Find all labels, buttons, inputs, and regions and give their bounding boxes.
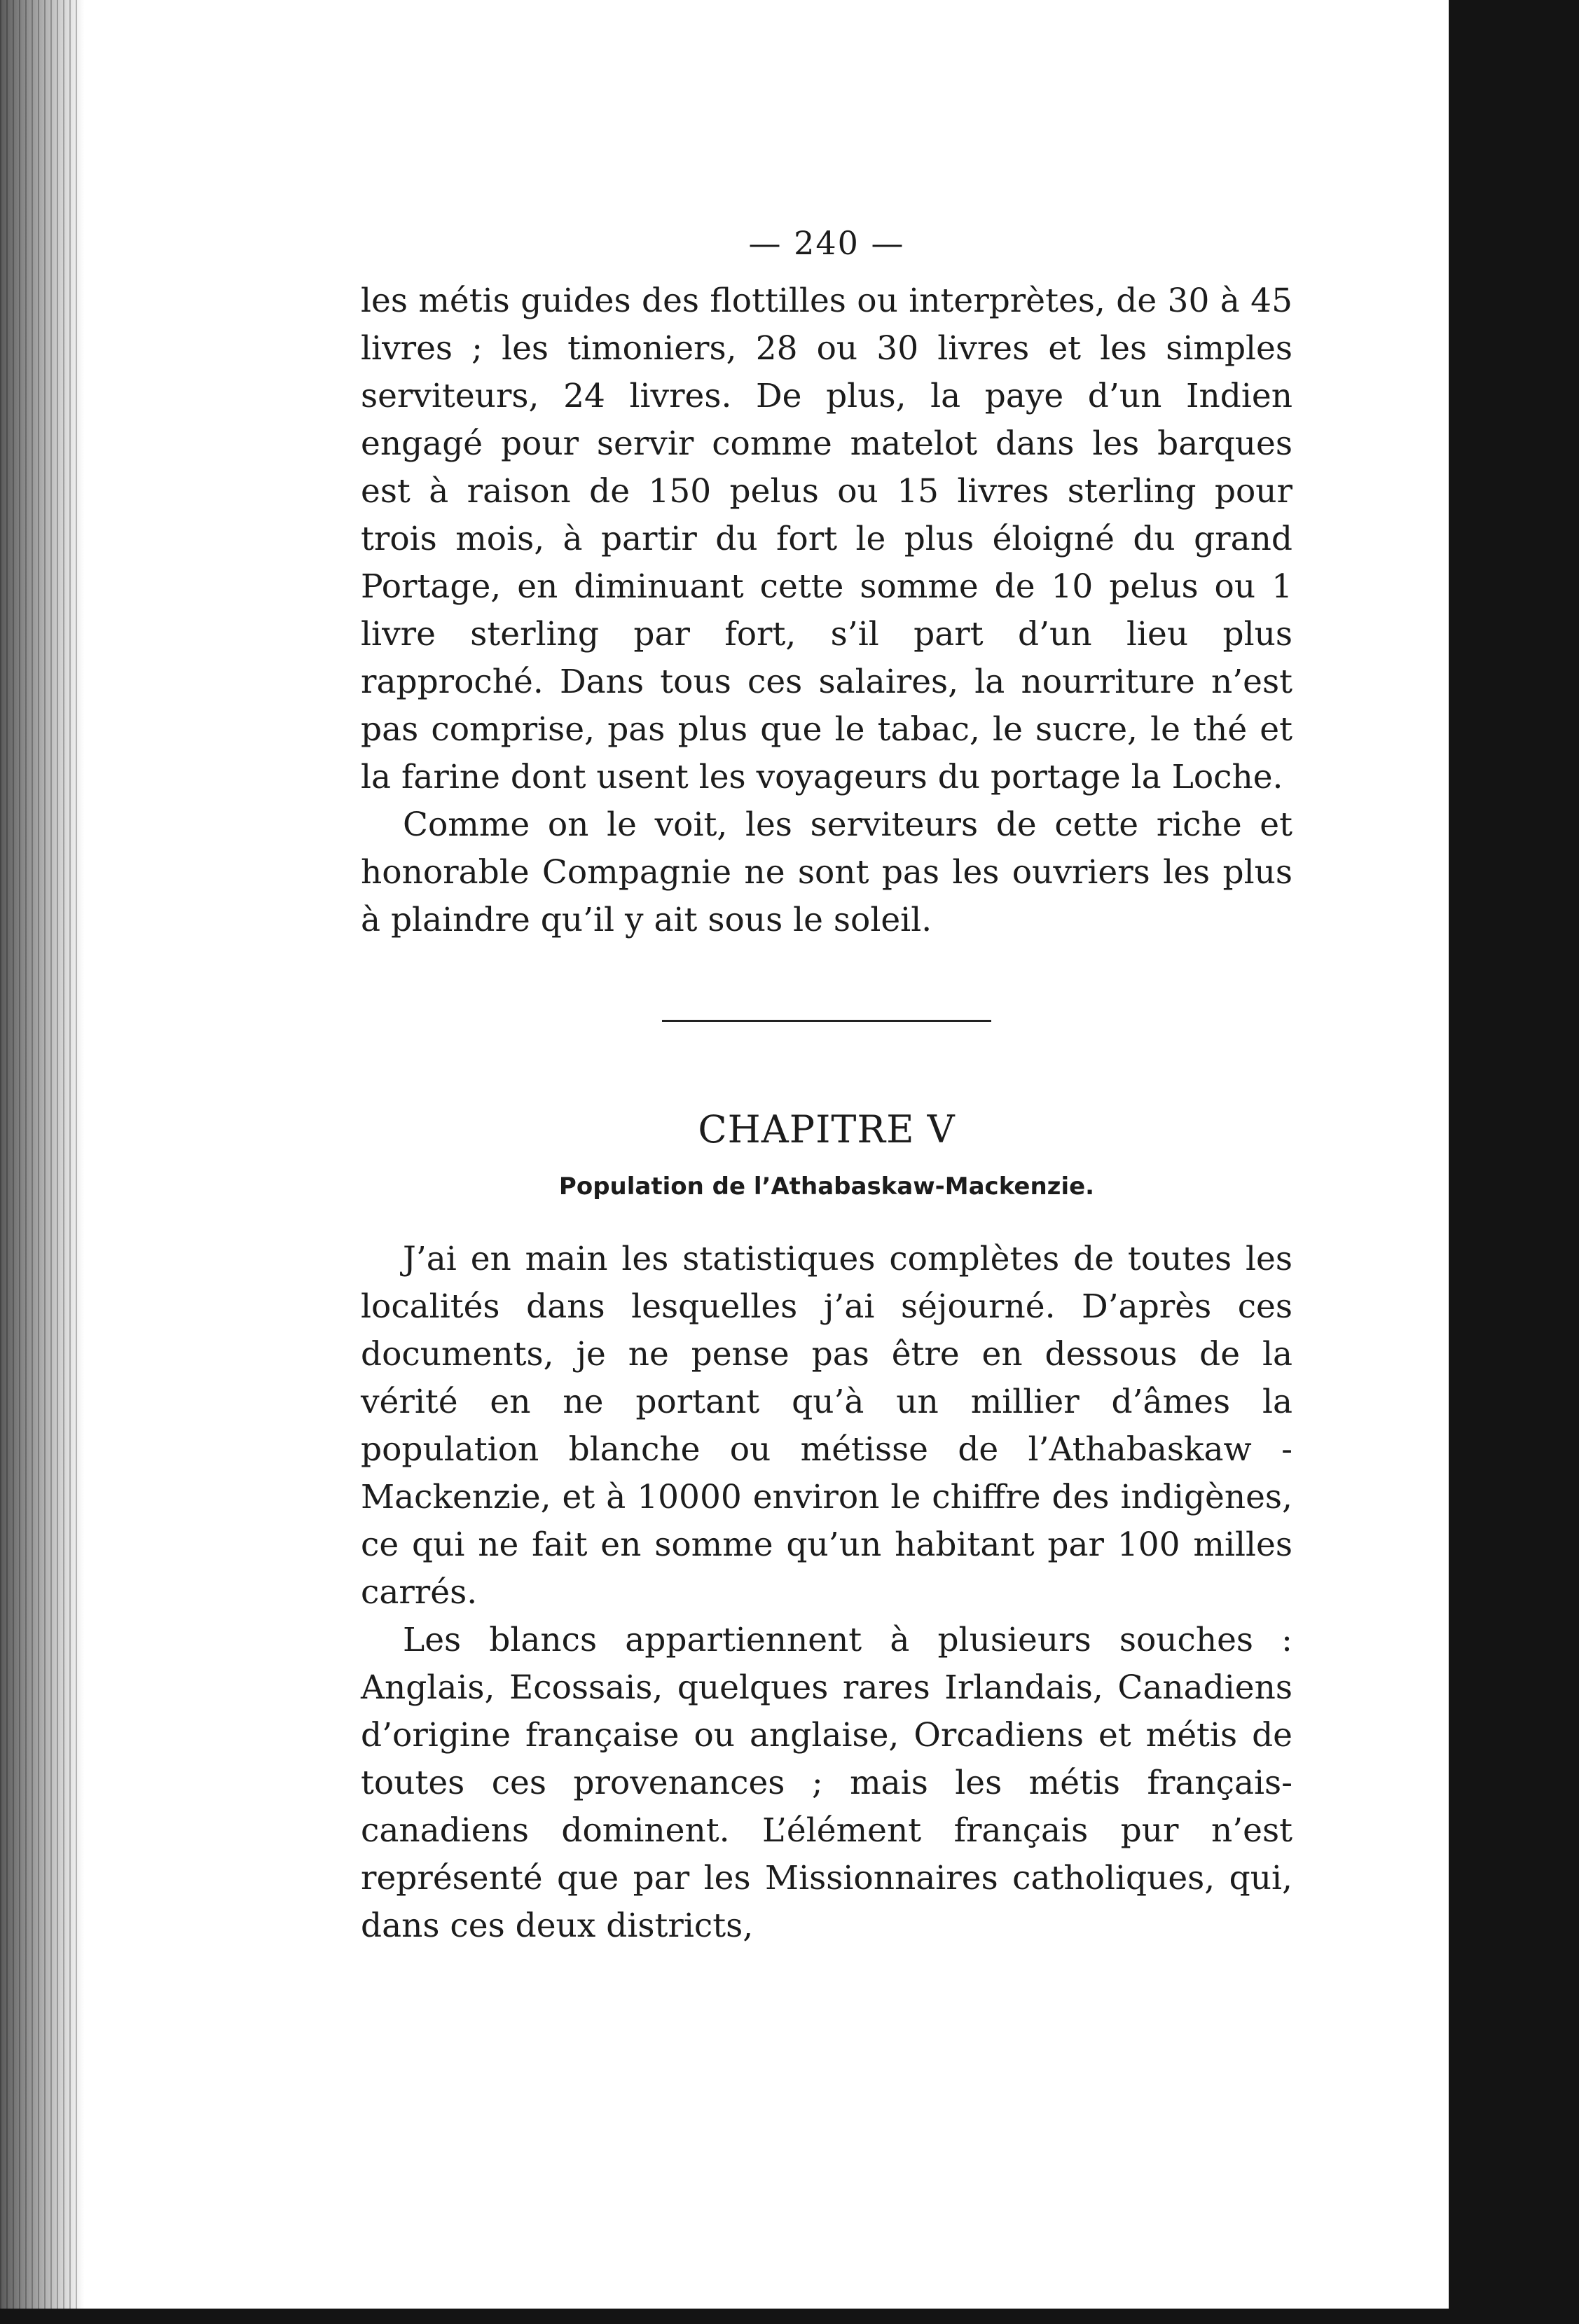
paragraph-2: Comme on le voit, les serviteurs de cette riche et honorable Compagnie ne sont pas les ouvriers les plus à plaindre qu’il y ait sous le soleil. [361, 805, 1292, 939]
page-stack-edges [0, 0, 77, 2324]
page-number: — 240 — [748, 224, 905, 262]
chapter-subtitle: Population de l’Athabaskaw-Mackenzie. [558, 1173, 1095, 1201]
paragraph-1: les métis guides des flottilles ou interprètes, de 30 à 45 livres ; les timoniers, 28 ou 30 livres et les simples serviteurs, 24 livres. De plus, la paye d’un Indien engagé pour servir comme matelot dans les barques est à raison de 150 pelus ou 15 livres sterling pour trois mois, à partir du fort le plus éloigné du grand Portage, en diminuant cette somme de 10 pelus ou 1 livre sterling par fort, s’il part d’un lieu plus rapproché. Dans tous ces salaires, la nourriture n’est pas comprise, pas plus que le tabac, le sucre, le thé et la farine dont usent les voyageurs du portage la Loche. [361, 282, 1292, 796]
section-divider [662, 1020, 991, 1022]
chapter-title: CHAPITRE V [698, 1107, 956, 1151]
right-dark-border [1449, 0, 1579, 2324]
paragraph-4: Les blancs appartiennent à plusieurs souches : Anglais, Ecossais, quelques rares Irlandais, Canadiens d’origine française ou anglaise, Orcadiens et métis de toutes ces provenances ; mais les métis français-canadiens dominent. L’élément français pur n’est représenté que par les Missionnaires catholiques, qui, dans ces deux districts, [361, 1621, 1292, 1945]
page-body [361, 224, 1292, 1950]
paragraph-3: J’ai en main les statistiques complètes de toutes les localités dans lesquelles j’ai séjourné. D’après ces documents, je ne pense pas être en dessous de la vérité en ne portant qu’à un millier d’âmes la population blanche ou métisse de l’Athabaskaw - Mackenzie, et à 10000 environ le chiffre des indigènes, ce qui ne fait en somme qu’un habitant par 100 milles carrés. [361, 1240, 1292, 1612]
bottom-dark-border [0, 2309, 1579, 2324]
